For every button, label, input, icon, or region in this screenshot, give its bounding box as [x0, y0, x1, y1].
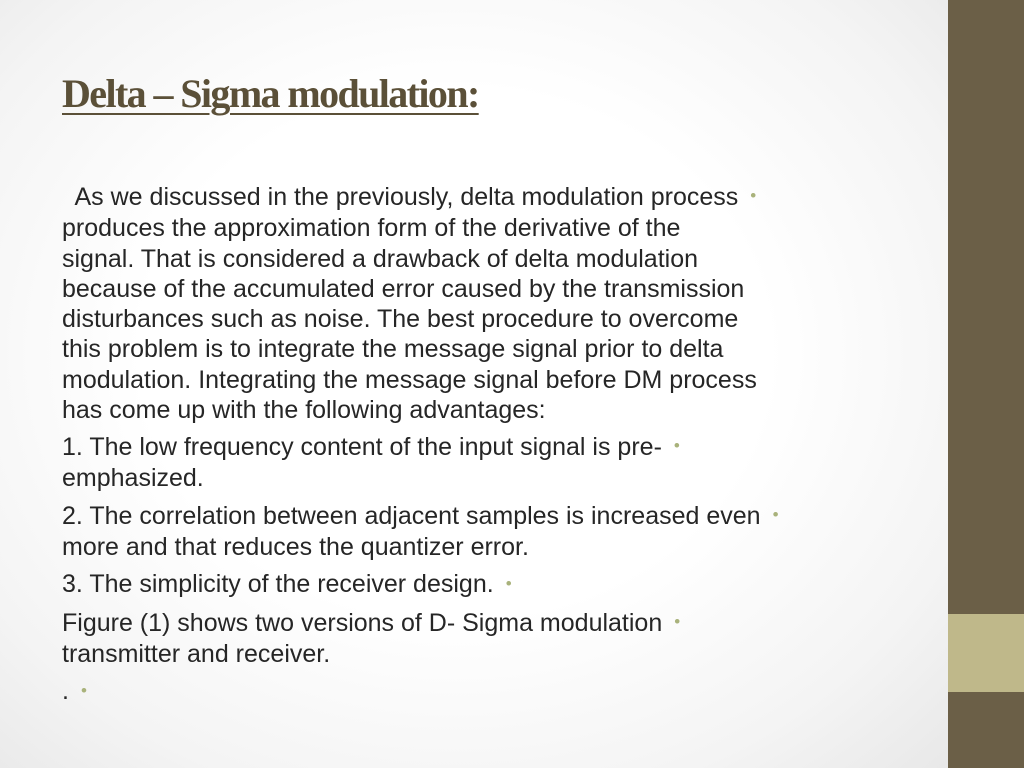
paragraph-line: emphasized. [62, 464, 204, 493]
paragraph-line: because of the accumulated error caused by the transmission [62, 274, 745, 303]
paragraph-advantage-2 [62, 501, 892, 563]
bullet-icon: • [772, 504, 779, 524]
decorative-sidebar-accent [948, 614, 1024, 692]
paragraph-line: has come up with the following advantages: [62, 395, 546, 424]
bullet-icon: • [750, 186, 757, 206]
slide-title: Delta – Sigma modulation: [62, 71, 479, 116]
paragraph-line: As we discussed in the previously, delta modulation process [62, 183, 739, 211]
paragraph-line: 2. The correlation between adjacent samples is increased even [62, 501, 761, 530]
bullet-icon: • [505, 573, 512, 593]
paragraph-line: produces the approximation form of the derivative of the [62, 214, 681, 243]
paragraph-advantage-3 [62, 569, 892, 600]
paragraph-line: . [62, 677, 69, 706]
slide-body [62, 182, 892, 715]
paragraph-line: 1. The low frequency content of the input signal is pre- [62, 432, 662, 461]
paragraph-advantage-1 [62, 432, 892, 494]
paragraph-line: signal. That is considered a drawback of delta modulation [62, 244, 699, 273]
bullet-icon: • [674, 612, 681, 632]
paragraph-trailing-dot [62, 676, 892, 707]
paragraph-line: this problem is to integrate the message signal prior to delta [62, 335, 724, 364]
paragraph-line: more and that reduces the quantizer error. [62, 533, 529, 562]
paragraph-line: modulation. Integrating the message signal before DM process [62, 365, 757, 394]
paragraph-line: transmitter and receiver. [62, 640, 331, 669]
paragraph-line: 3. The simplicity of the receiver design. [62, 570, 494, 599]
paragraph-figure-note [62, 608, 892, 670]
bullet-icon: • [673, 436, 680, 456]
paragraph-intro [62, 182, 892, 425]
paragraph-line: disturbances such as noise. The best procedure to overcome [62, 305, 739, 334]
bullet-icon: • [80, 680, 87, 700]
paragraph-line: Figure (1) shows two versions of D- Sigma modulation [62, 608, 663, 637]
